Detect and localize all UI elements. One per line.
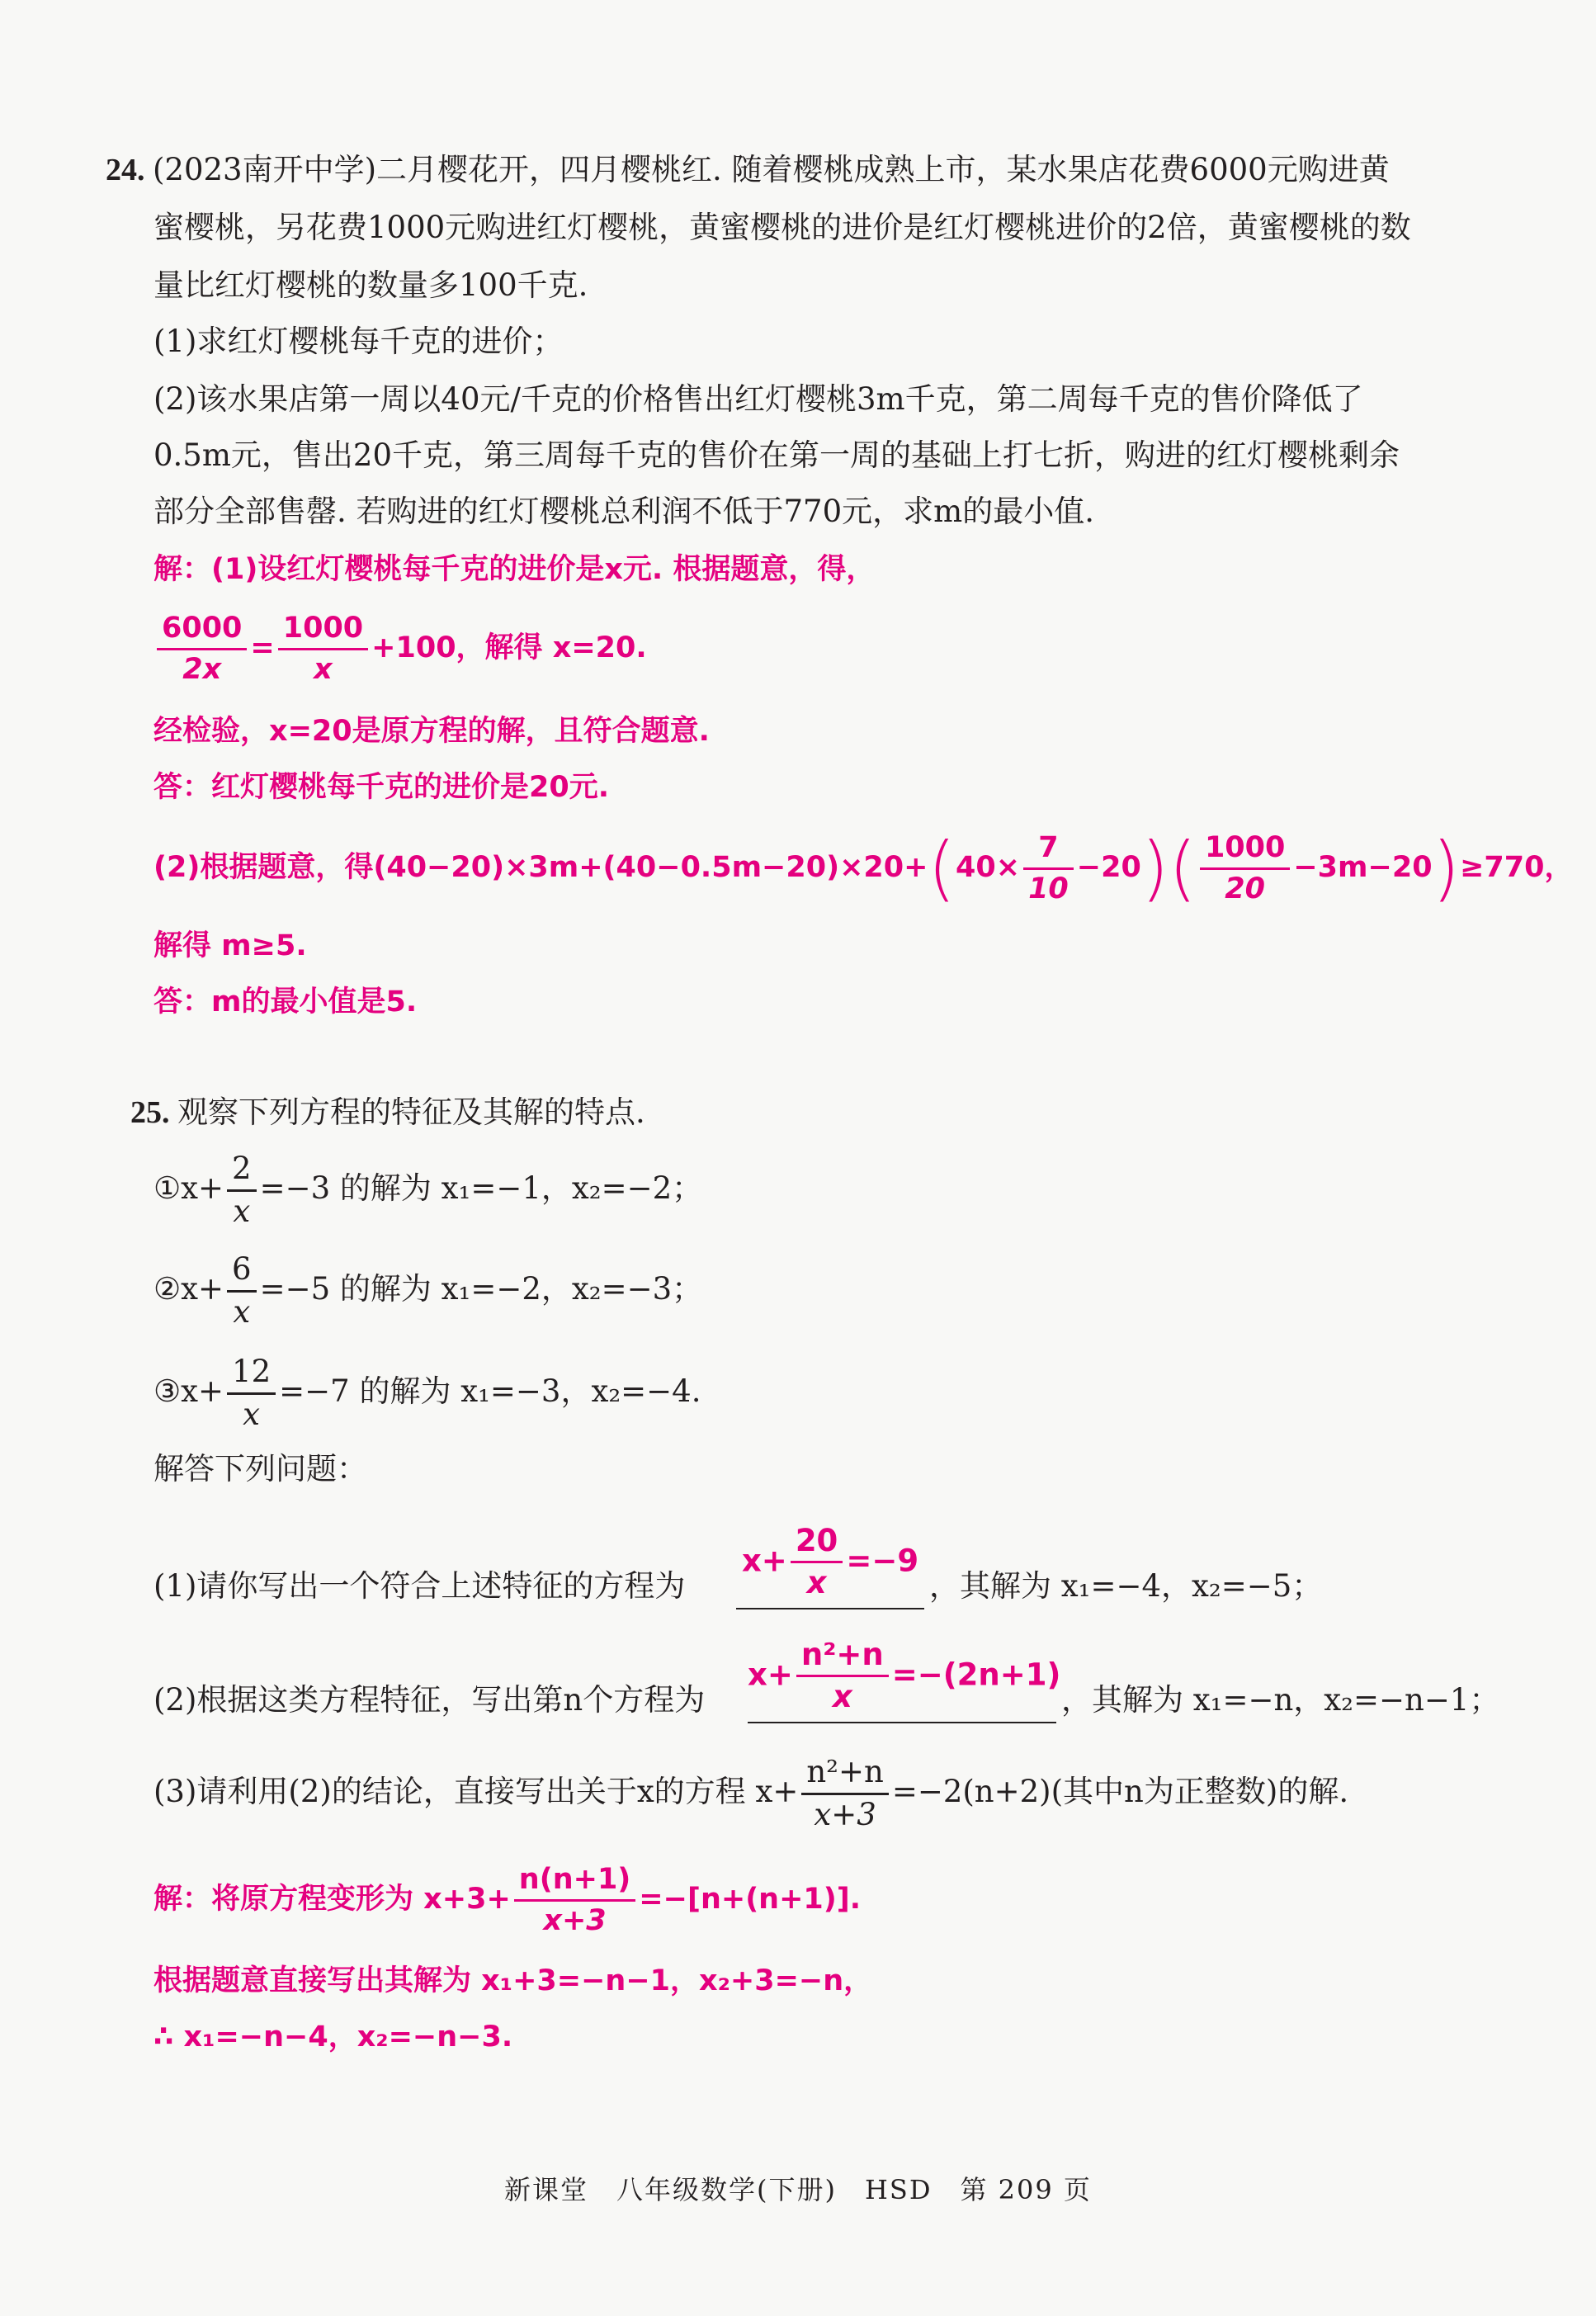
answer-blank-2[interactable]: x+ $\frac{\text{n²+n}}{x}$ =−(2n+1) — [748, 1639, 1056, 1723]
q24-answer-check: 经检验，x=20是原方程的解，且符合题意. — [153, 715, 710, 748]
q25-part1: (1)请你写出一个符合上述特征的方程为 x+ $\frac{20}{x}$ =−9 ，其解为 x₁=−4，x₂=−5； — [153, 1519, 1596, 1609]
answer-blank-1[interactable]: x+ $\frac{20}{x}$ =−9 — [736, 1525, 924, 1609]
fraction: $\frac{1000}{20}$ — [1200, 831, 1290, 905]
q25-eq-1: ①x+ $\frac{2}{x}$ =−3 的解为 x₁=−1，x₂=−2； — [153, 1151, 703, 1229]
q24-part1: (1)求红灯樱桃每千克的进价； — [153, 324, 564, 359]
fraction: $\frac{6000}{2x}$ — [157, 612, 247, 686]
q25-answer-line-1: 解：将原方程变形为 x+3+ $\frac{n(n+1)}{x+3}$ =−[n+(n+1)]. — [153, 1863, 862, 1937]
fraction: $\frac{12}{x}$ — [227, 1354, 276, 1432]
fraction: $\frac{\text{n²+n}}{x}$ — [796, 1638, 889, 1715]
q24-part2-2: 0.5m元，售出20千克，第三周每千克的售价在第一周的基础上打七折，购进的红灯樱桃剩余 — [153, 437, 1400, 473]
q25-eq-2: ②x+ $\frac{6}{x}$ =−5 的解为 x₁=−2，x₂=−3； — [153, 1251, 703, 1330]
q24-line-3: 量比红灯樱桃的数量多100千克. — [153, 267, 588, 303]
q25-answer-line-2: 根据题意直接写出其解为 x₁+3=−n−1，x₂+3=−n， — [153, 1964, 873, 1997]
q24-number: 24 — [106, 153, 137, 187]
q25-prompt: 解答下列问题： — [153, 1451, 367, 1486]
q24-answer-solve: 解得 m≥5. — [153, 929, 307, 962]
q24-part2-3: 部分全部售罄. 若购进的红灯樱桃总利润不低于770元，求m的最小值. — [153, 494, 1094, 529]
fraction: $\frac{1000}{x}$ — [278, 612, 368, 686]
fraction: $\frac{7}{10}$ — [1023, 831, 1074, 905]
q24-text-1: (2023南开中学)二月樱花开，四月樱桃红. 随着樱桃成熟上市，某水果店花费6000元购进黄 — [153, 152, 1390, 187]
q24-answer-equation: $\frac{6000}{2x}$ = $\frac{1000}{x}$ +100，解得 x=20. — [153, 603, 1596, 693]
q24-answer-reply2: 答：m的最小值是5. — [153, 985, 418, 1019]
q24-answer-reply1: 答：红灯樱桃每千克的进价是20元. — [153, 771, 610, 804]
q24-line-1: 24. (2023南开中学)二月樱花开，四月樱桃红. 随着樱桃成熟上市，某水果店花费6000元购进黄 — [106, 152, 1390, 187]
fraction: $\frac{6}{x}$ — [227, 1252, 257, 1330]
q24-line-2: 蜜樱桃，另花费1000元购进红灯樱桃，黄蜜樱桃的进价是红灯樱桃进价的2倍，黄蜜樱桃的数 — [153, 210, 1411, 245]
q25-eq-3: ③x+ $\frac{12}{x}$ =−7 的解为 x₁=−3，x₂=−4. — [153, 1354, 701, 1432]
q25-part3: (3)请利用(2)的结论，直接写出关于x的方程 x+ $\frac{\text{n²+n}}{x+3}$ =−2(n+2)(其中n为正整数)的解. — [153, 1754, 1349, 1832]
q24-answer-intro: 解：(1)设红灯樱桃每千克的进价是x元. 根据题意，得， — [153, 553, 876, 586]
q25-answer-line-3: ∴ x₁=−n−4，x₂=−n−3. — [153, 2021, 513, 2054]
fraction: $\frac{n(n+1)}{x+3}$ — [514, 1863, 636, 1937]
q25-number: 25 — [130, 1095, 162, 1130]
fraction: $\frac{20}{x}$ — [791, 1524, 843, 1601]
fraction: $\frac{\text{n²+n}}{x+3}$ — [801, 1755, 889, 1832]
page-footer: 新课堂 八年级数学(下册) HSD 第 209 页 — [504, 2174, 1092, 2205]
q25-intro: 观察下列方程的特征及其解的特点. — [177, 1094, 645, 1130]
fraction: $\frac{2}{x}$ — [227, 1151, 257, 1229]
q25-intro-line: 25. 观察下列方程的特征及其解的特点. — [130, 1094, 645, 1130]
q24-answer-part2: (2)根据题意，得(40−20)×3m+(40−0.5m−20)×20+(40× $\frac{7}{10}$ −20)( $\frac{1000}{20}$ −3m−20)≥770， — [153, 827, 1574, 910]
q25-part2: (2)根据这类方程特征，写出第n个方程为 x+ $\frac{\text{n²+n}}{x}$ =−(2n+1) ，其解为 x₁=−n，x₂=−n−1； — [153, 1633, 1596, 1723]
q24-part2-1: (2)该水果店第一周以40元/千克的价格售出红灯樱桃3m千克，第二周每千克的售价降低了 — [153, 381, 1363, 417]
